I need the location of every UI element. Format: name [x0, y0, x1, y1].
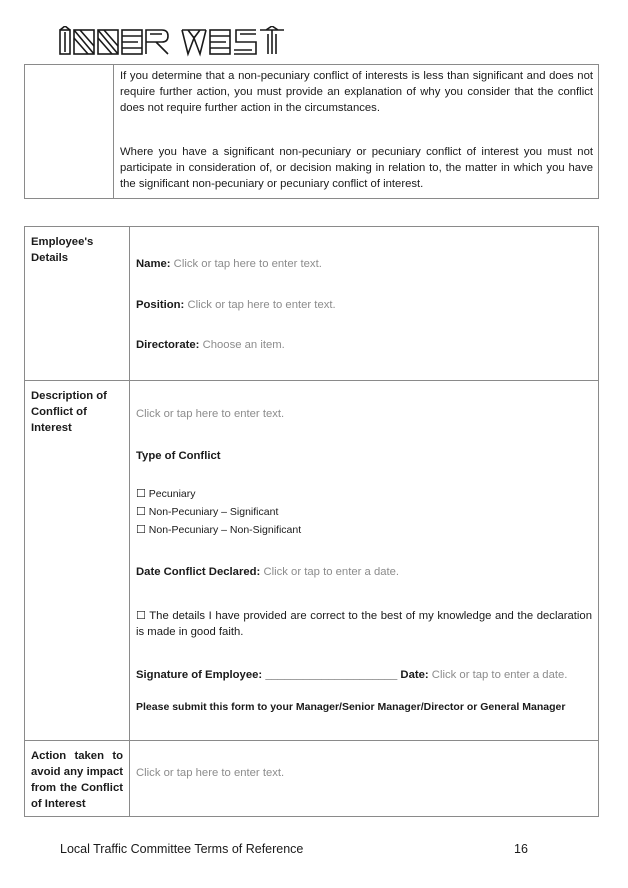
date-declared-picker[interactable]: Click or tap to enter a date.: [263, 566, 400, 578]
name-placeholder[interactable]: Click or tap here to enter text.: [173, 258, 322, 270]
declaration-checkbox-icon[interactable]: ☐: [136, 609, 146, 622]
position-field[interactable]: [136, 299, 592, 311]
submit-note: Please submit this form to your Manager/Senior Manager/Director or General Manager: [136, 701, 566, 713]
directorate-label: Directorate:: [136, 339, 200, 351]
declaration-form-table: [24, 226, 599, 817]
name-field[interactable]: [136, 258, 592, 270]
employee-details-label: Employee's Details: [25, 227, 130, 381]
position-placeholder[interactable]: Click or tap here to enter text.: [187, 299, 336, 311]
date-declared-field[interactable]: [136, 566, 592, 578]
signature-blank[interactable]: _____________________: [265, 669, 398, 681]
action-taken-cell: [130, 741, 599, 817]
name-label: Name:: [136, 258, 171, 270]
option-label: Non-Pecuniary – Significant: [148, 506, 279, 518]
conflict-type-heading: Type of Conflict: [136, 450, 221, 462]
footer-page-number: 16: [514, 842, 528, 856]
action-taken-row: [25, 741, 599, 817]
checkbox-icon[interactable]: ☐: [136, 523, 146, 536]
declaration-text: The details I have provided are correct to the best of my knowledge and the declaration is made in good faith.: [136, 610, 592, 638]
option-label: Non-Pecuniary – Non-Significant: [148, 524, 302, 536]
checkbox-icon[interactable]: ☐: [136, 505, 146, 518]
employee-details-cell: [130, 227, 599, 381]
logo-graphic: [58, 26, 298, 58]
directorate-field[interactable]: [136, 339, 592, 351]
option-label: Pecuniary: [148, 488, 196, 500]
signature-date-picker[interactable]: Click or tap to enter a date.: [431, 669, 568, 681]
conflict-type-option-pecuniary[interactable]: [136, 487, 592, 500]
signature-date-label: Date:: [400, 669, 429, 681]
position-label: Position:: [136, 299, 185, 311]
employee-details-row: [25, 227, 599, 381]
footer-document-title: Local Traffic Committee Terms of Reference: [60, 842, 304, 856]
signature-line: [136, 669, 592, 681]
action-taken-text-field[interactable]: Click or tap here to enter text.: [136, 767, 285, 779]
intro-paragraph-2: Where you have a significant non-pecuniary or pecuniary conflict of interest you must not participate in consideration of, or decision making in relation to, the matter in which you have the significant non-pecuniary or pecuniary conflict of interest.: [120, 146, 593, 190]
conflict-type-option-non-significant[interactable]: [136, 523, 592, 536]
declaration-statement[interactable]: [136, 608, 592, 640]
inner-west-logo: [58, 26, 298, 58]
intro-text-cell: [114, 65, 599, 199]
intro-paragraph-1: If you determine that a non-pecuniary conflict of interests is less than significant and does not require further action, you must provide an explanation of why you consider that the conflict does not require further action in the circumstances.: [120, 70, 593, 114]
checkbox-icon[interactable]: ☐: [136, 487, 146, 500]
description-text-field[interactable]: Click or tap here to enter text.: [136, 408, 285, 420]
signature-label: Signature of Employee:: [136, 669, 263, 681]
intro-table: [24, 64, 599, 199]
conflict-description-cell: [130, 381, 599, 741]
conflict-type-option-significant[interactable]: [136, 505, 592, 518]
intro-blank-cell: [25, 65, 114, 199]
conflict-description-label: Description of Conflict of Interest: [25, 381, 130, 741]
date-declared-label: Date Conflict Declared:: [136, 566, 261, 578]
conflict-description-row: [25, 381, 599, 741]
action-taken-label: Action taken to avoid any impact from the Conflict of Interest: [25, 741, 130, 817]
directorate-dropdown[interactable]: Choose an item.: [202, 339, 285, 351]
